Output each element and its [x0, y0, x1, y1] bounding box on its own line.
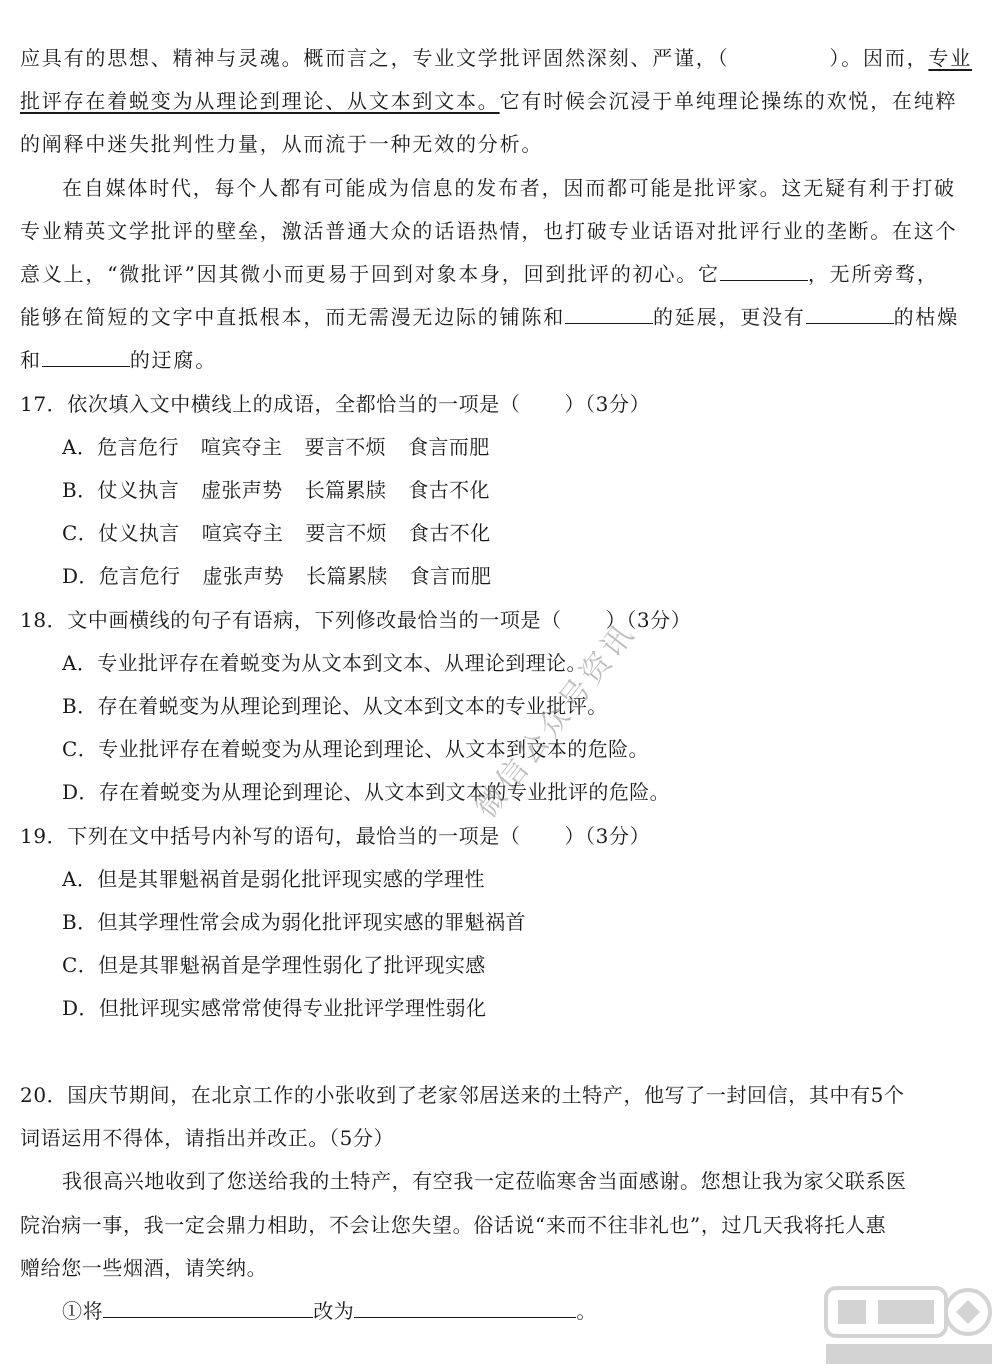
question-19-stem: 19．下列在文中括号内补写的语句，最恰当的一项是（ ）（3分）: [20, 824, 651, 848]
watermark-text: 微信公众号资讯: [468, 615, 643, 825]
passage-text: 的延展，更没有: [653, 305, 806, 329]
passage-line: [20, 347, 982, 373]
q19-option-a[interactable]: A．但是其罪魁祸首是弱化批评现实感的学理性: [62, 867, 485, 891]
passage-text: 意义上，“微批评”因其微小而更易于回到对象本身，回到批评的初心。它: [20, 262, 720, 286]
passage-line: [20, 304, 982, 330]
question-20-stem: 20．国庆节期间，在北京工作的小张收到了老家邻居送来的土特产，他写了一封回信，其中有5个: [20, 1083, 905, 1107]
q19-option-c[interactable]: C．但是其罪魁祸首是学理性弱化了批评现实感: [62, 953, 486, 977]
q17-option-a[interactable]: A．危言危行 喧宾夺主 要言不烦 食言而肥: [62, 435, 490, 459]
passage-line: [20, 45, 982, 71]
passage-text: 和: [20, 348, 42, 372]
passage-line: [20, 261, 982, 287]
fill-blank[interactable]: [42, 348, 130, 367]
underlined-sentence: 专业: [928, 46, 973, 70]
q17-option-b[interactable]: B．仗义执言 虚张声势 长篇累牍 食古不化: [62, 478, 490, 502]
q18-option-b[interactable]: B．存在着蜕变为从理论到理论、从文本到文本的专业批评。: [62, 694, 608, 718]
q17-option-c[interactable]: C．仗义执言 喧宾夺主 要言不烦 食古不化: [62, 521, 491, 545]
fill-blank[interactable]: [806, 305, 894, 324]
answer-line: ①将 改为 。: [62, 1299, 598, 1323]
passage-text: 它有时候会沉浸于单纯理论操练的欢悦，在纯粹: [499, 89, 958, 113]
letter-line: 赠给您一些烟酒，请笑纳。: [20, 1256, 268, 1280]
fill-blank[interactable]: [565, 305, 653, 324]
underlined-sentence: 批评存在着蜕变为从理论到理论、从文本到文本。: [20, 89, 500, 113]
passage-text: 应具有的思想、精神与灵魂。概而言之，专业文学批评固然深刻、严谨，（: [20, 46, 730, 70]
answer-field-original[interactable]: [103, 1299, 313, 1318]
passage-line: [20, 131, 982, 157]
passage-text: 的枯燥: [893, 305, 960, 329]
q19-option-d[interactable]: D．但批评现实感常常使得专业批评学理性弱化: [62, 996, 487, 1020]
passage-text: ）。因而，: [829, 46, 929, 70]
passage-text: ，无所旁骛，: [807, 262, 939, 286]
passage-line: [20, 88, 982, 114]
question-20-stem: 词语运用不得体，请指出并改正。（5分）: [20, 1126, 395, 1150]
passage-text: 专业精英文学批评的壁垒，激活普通大众的话语热情，也打破专业话语对批评行业的垄断。在这个: [20, 219, 958, 243]
answer-field-correction[interactable]: [354, 1299, 576, 1318]
q18-option-d[interactable]: D．存在着蜕变为从理论到理论、从文本到文本的专业批评的危险。: [62, 780, 671, 804]
passage-line: [20, 218, 982, 244]
letter-line: 我很高兴地收到了您送给我的土特产，有空我一定莅临寒舍当面感谢。您想让我为家父联系医: [62, 1169, 907, 1193]
q18-option-c[interactable]: C．专业批评存在着蜕变为从理论到理论、从文本到文本的危险。: [62, 737, 649, 761]
passage-text: 在自媒体时代，每个人都有可能成为信息的发布者，因而都可能是批评家。这无疑有利于打破: [62, 176, 956, 200]
question-17-stem: 17．依次填入文中横线上的成语，全都恰当的一项是（ ）（3分）: [20, 392, 651, 416]
q17-option-d[interactable]: D．危言危行 虚张声势 长篇累牍 食言而肥: [62, 564, 492, 588]
passage-text: 能够在简短的文字中直抵根本，而无需漫无边际的铺陈和: [20, 305, 565, 329]
letter-line: 院治病一事，我一定会鼎力相助，不会让您失望。俗话说“来而不往非礼也”，过几天我将托人惠: [20, 1213, 887, 1237]
q18-option-a[interactable]: A．专业批评存在着蜕变为从文本到文本、从理论到理论。: [62, 651, 587, 675]
q19-option-b[interactable]: B．但其学理性常会成为弱化批评现实感的罪魁祸首: [62, 910, 526, 934]
passage-text: 的阐释中迷失批判性力量，从而流于一种无效的分析。: [20, 132, 544, 156]
passage-text: 的迂腐。: [129, 348, 218, 372]
fill-blank[interactable]: [720, 262, 808, 281]
question-18-stem: 18．文中画横线的句子有语病，下列修改最恰当的一项是（ ）（3分）: [20, 608, 692, 632]
passage-line: [62, 175, 982, 201]
